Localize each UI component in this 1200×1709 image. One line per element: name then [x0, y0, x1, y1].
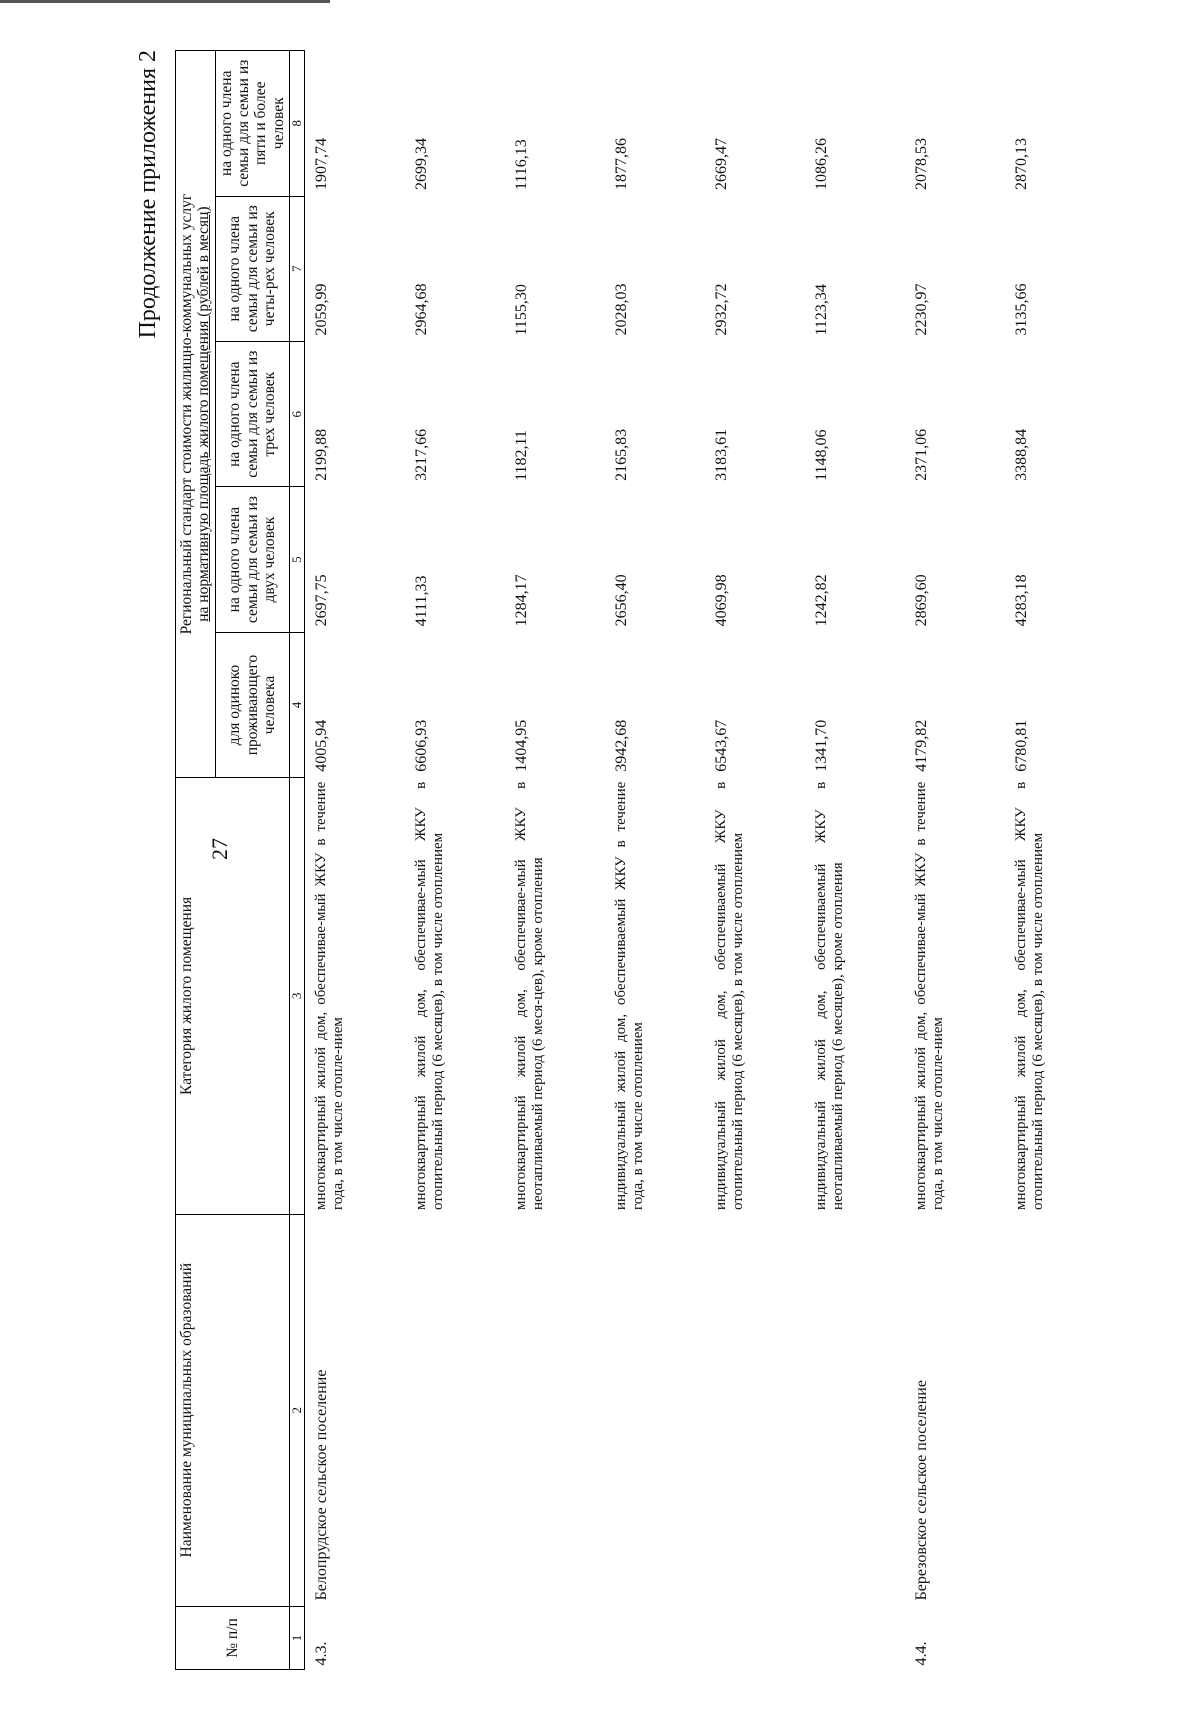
value-family-5plus: 1877,86 [613, 138, 631, 191]
table-row [511, 51, 611, 1670]
table-row [811, 51, 911, 1670]
col-number: 5 [290, 487, 305, 632]
value-family-3: 2199,88 [313, 428, 331, 481]
table-row [911, 51, 1011, 1670]
value-family-3: 3183,61 [713, 428, 731, 481]
value-family-4: 1155,30 [513, 284, 531, 336]
housing-category: многоквартирный жилой дом, обеспечивае-мый ЖКУ в отопительный период (6 месяцев), в том числе отоплением [1013, 781, 1046, 1211]
value-family-5plus: 2669,47 [713, 138, 731, 191]
header-standard-line1: Региональный стандарт стоимости жилищно-коммунальных услуг [178, 193, 195, 635]
value-family-5plus: 1086,26 [813, 138, 831, 191]
header-col8: на одного члена семьи для семьи из пяти и более человек [215, 51, 289, 197]
standards-table [175, 50, 1111, 1670]
value-single: 6606,93 [413, 719, 431, 772]
appendix-caption: Продолжение приложения 2 [135, 50, 161, 339]
value-family-3: 3388,84 [1013, 428, 1031, 481]
header-row-1 [176, 51, 216, 1670]
header-municipality: Наименование муниципальных образований [176, 1214, 290, 1606]
municipality-name [1011, 1214, 1111, 1606]
value-family-5plus: 1116,13 [513, 139, 531, 191]
row-number [1011, 1606, 1111, 1669]
header-num: № п/п [176, 1606, 290, 1669]
value-family-3: 1182,11 [513, 430, 531, 481]
housing-category: многоквартирный жилой дом, обеспечивае-мый ЖКУ в неотапливаемый период (6 меся-цев), кроме отопления [513, 781, 546, 1211]
value-single: 6543,67 [713, 719, 731, 772]
header-standard-line2: на нормативную площадь жилого помещения (рублей в месяц) [195, 206, 213, 622]
value-family-2: 1284,17 [513, 574, 531, 627]
municipality-name: Белопрудское сельское поселение [313, 1369, 331, 1601]
value-family-3: 1148,06 [813, 429, 831, 481]
value-single: 1404,95 [513, 719, 531, 772]
housing-category: многоквартирный жилой дом, обеспечивае-мый ЖКУ в течение года, в том числе отопле-нием [913, 781, 946, 1211]
housing-category: многоквартирный жилой дом, обеспечивае-мый ЖКУ в течение года, в том числе отопле-нием [313, 781, 346, 1211]
value-family-2: 4111,33 [413, 575, 431, 627]
scan-edge-line [0, 0, 330, 3]
col-number: 8 [290, 51, 305, 197]
row-number: 4.3. [313, 1641, 331, 1666]
header-col6: на одного члена семьи для семьи из трех человек [215, 341, 289, 486]
value-family-4: 2230,97 [913, 283, 931, 336]
value-family-5plus: 2699,34 [413, 138, 431, 191]
value-family-3: 2165,83 [613, 428, 631, 481]
value-family-3: 3217,66 [413, 428, 431, 481]
value-single: 3942,68 [613, 719, 631, 772]
municipality-name [611, 1214, 711, 1606]
col-number: 2 [290, 1214, 305, 1606]
value-family-4: 1123,34 [813, 284, 831, 336]
value-family-5plus: 2078,53 [913, 138, 931, 191]
rotated-page [135, 50, 1065, 1690]
table-row [305, 51, 412, 1670]
value-family-4: 3135,66 [1013, 283, 1031, 336]
value-family-5plus: 1907,74 [313, 138, 331, 191]
table-row [711, 51, 811, 1670]
value-family-4: 2964,68 [413, 283, 431, 336]
housing-category: индивидуальный жилой дом, обеспечиваемый ЖКУ в течение года, в том числе отоплением [613, 781, 646, 1211]
col-number: 4 [290, 632, 305, 777]
value-family-2: 4069,98 [713, 574, 731, 627]
housing-category: индивидуальный жилой дом, обеспечиваемый ЖКУ в неотапливаемый период (6 месяцев), кроме отопления [813, 781, 846, 1211]
row-number [511, 1606, 611, 1669]
municipality-name: Березовское сельское поселение [913, 1380, 931, 1601]
header-col4: для одиноко проживающего человека [215, 632, 289, 777]
municipality-name [811, 1214, 911, 1606]
row-number [611, 1606, 711, 1669]
municipality-name [411, 1214, 511, 1606]
col-number: 3 [290, 778, 305, 1214]
value-single: 4179,82 [913, 719, 931, 772]
col-number: 6 [290, 341, 305, 486]
municipality-name [711, 1214, 811, 1606]
row-number [711, 1606, 811, 1669]
col-number: 1 [290, 1606, 305, 1669]
table-row [1011, 51, 1111, 1670]
value-family-2: 2869,60 [913, 574, 931, 627]
value-family-2: 1242,82 [813, 574, 831, 627]
municipality-name [511, 1214, 611, 1606]
value-family-4: 2932,72 [713, 283, 731, 336]
value-family-4: 2059,99 [313, 283, 331, 336]
value-family-3: 2371,06 [913, 428, 931, 481]
value-family-2: 4283,18 [1013, 574, 1031, 627]
header-numbers-row [290, 51, 305, 1670]
value-family-2: 2656,40 [613, 574, 631, 627]
table-row [411, 51, 511, 1670]
housing-category: многоквартирный жилой дом, обеспечивае-мый ЖКУ в отопительный период (6 месяцев), в том числе отоплением [413, 781, 446, 1211]
value-family-2: 2697,75 [313, 574, 331, 627]
table-row [611, 51, 711, 1670]
header-col7: на одного члена семьи для семьи из четы-рех человек [215, 196, 289, 341]
value-single: 6780,81 [1013, 719, 1031, 772]
row-number [411, 1606, 511, 1669]
row-number [811, 1606, 911, 1669]
housing-category: индивидуальный жилой дом, обеспечиваемый ЖКУ в отопительный период (6 месяцев), в том числе отоплением [713, 781, 746, 1211]
value-family-4: 2028,03 [613, 283, 631, 336]
header-standard [176, 51, 216, 778]
header-category: Категория жилого помещения [176, 778, 290, 1214]
page-number: 27 [207, 838, 232, 860]
value-single: 4005,94 [313, 719, 331, 772]
col-number: 7 [290, 196, 305, 341]
value-single: 1341,70 [813, 719, 831, 772]
header-col5: на одного члена семьи для семьи из двух человек [215, 487, 289, 632]
value-family-5plus: 2870,13 [1013, 138, 1031, 191]
row-number: 4.4. [913, 1641, 931, 1666]
